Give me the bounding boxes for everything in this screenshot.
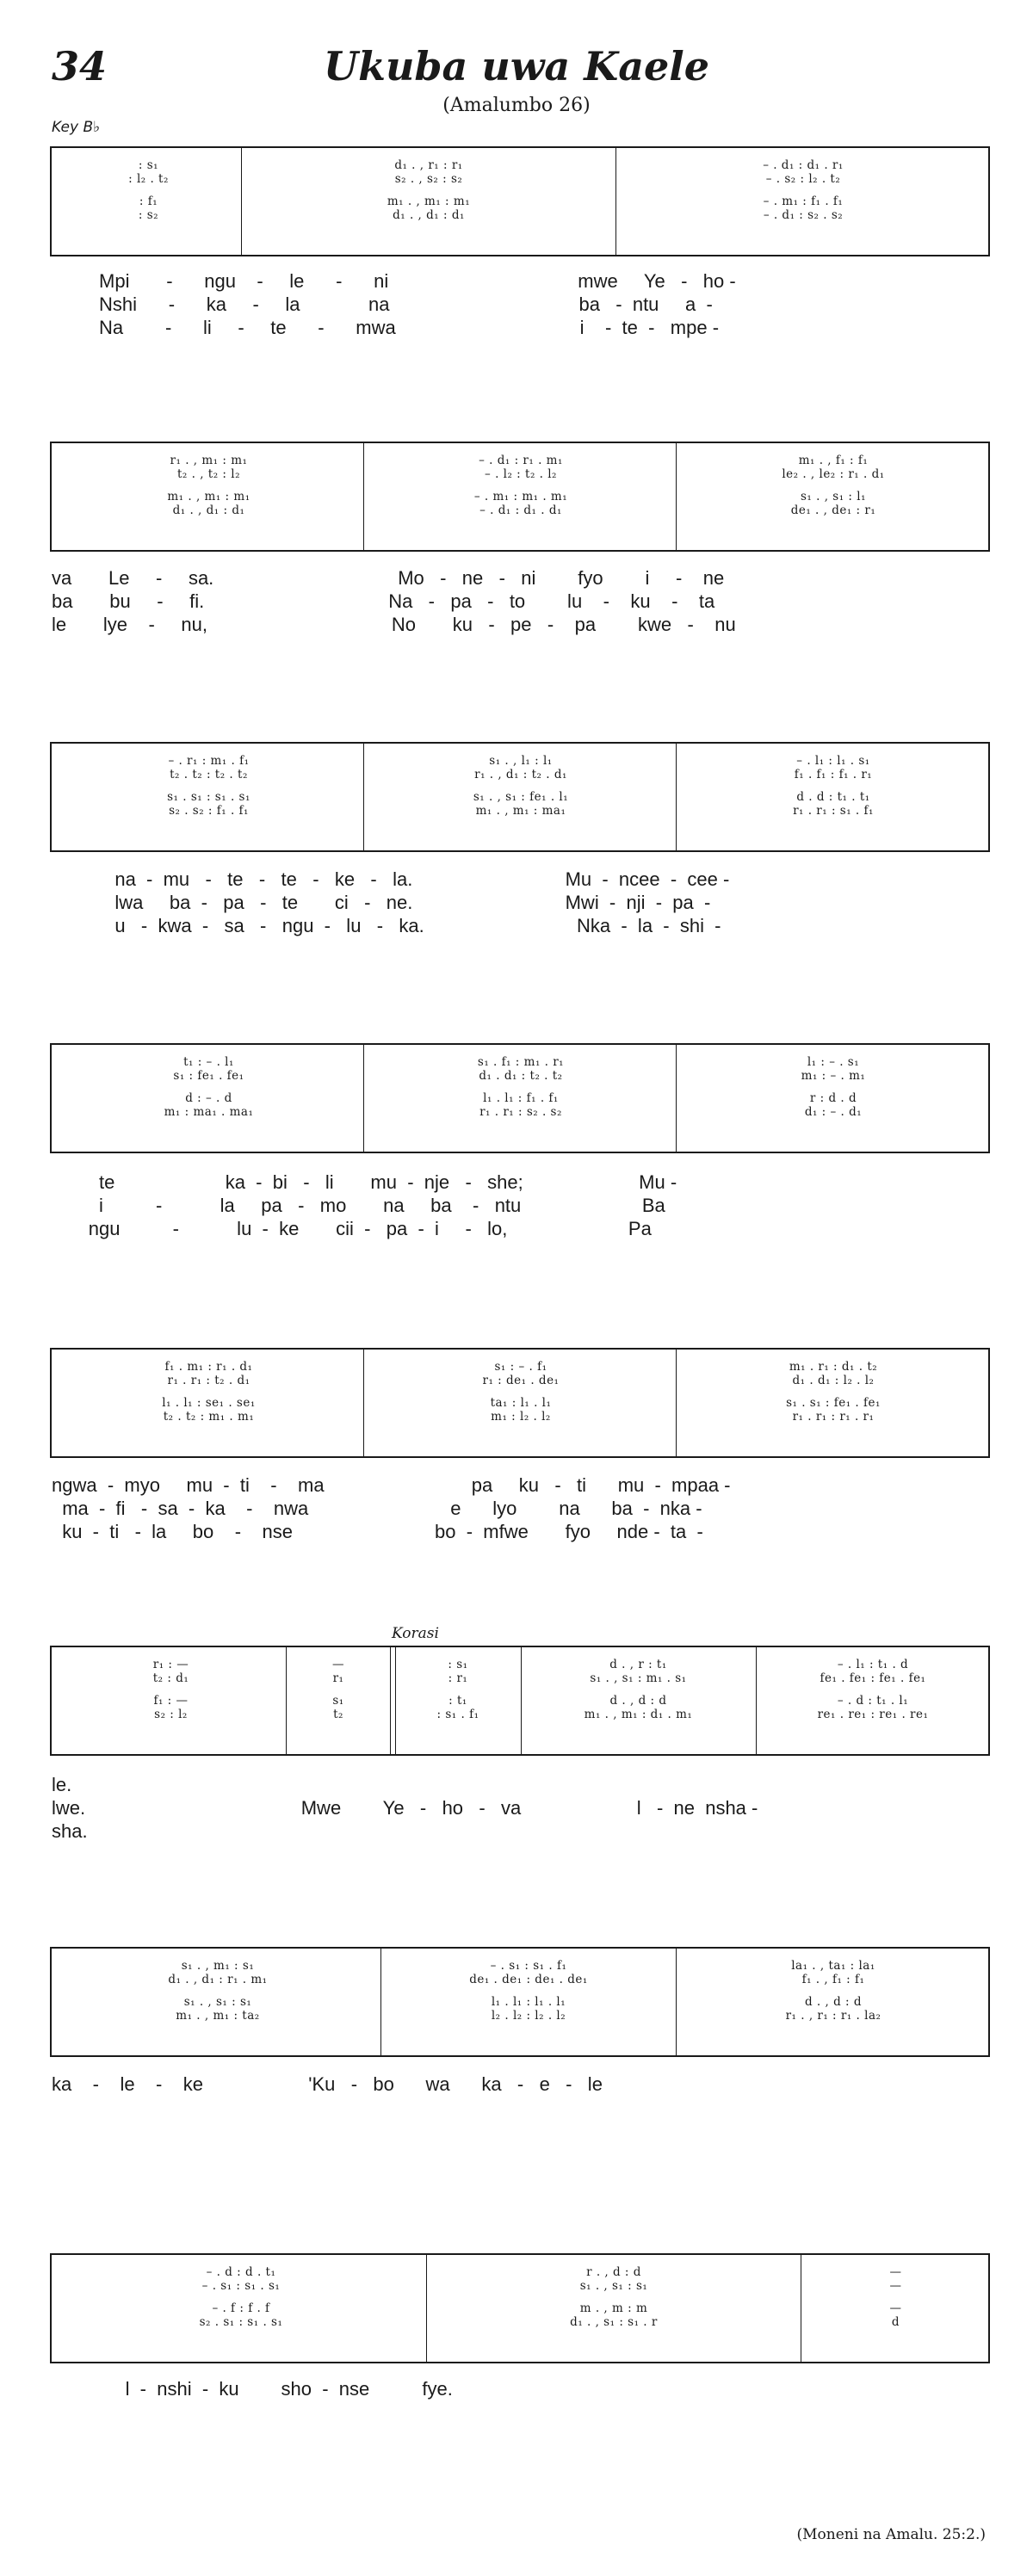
- lyric-line: Mpi - ngu - le - ni mwe Ye - ho -: [52, 270, 736, 292]
- soprano-line: r₁ : —: [152, 1658, 189, 1671]
- bass-line: – . d₁ : s₂ . s₂: [763, 208, 844, 222]
- lyrics-system-3: [52, 868, 990, 937]
- lyric-line: ma - fi - sa - ka - nwa e lyo na ba - nka -: [52, 1498, 702, 1519]
- soprano-line: s₁ . , m₁ : s₁: [181, 1959, 255, 1973]
- lyric-line: le.: [52, 1774, 72, 1795]
- tenor-line: s₁: [332, 1694, 344, 1708]
- lyrics-system-7: [52, 2073, 990, 2096]
- alto-line: – . l₂ : t₂ . l₂: [485, 467, 557, 481]
- bass-line: m₁ . , m₁ : ma₁: [475, 804, 566, 818]
- bass-line: : s₂: [138, 208, 159, 222]
- measure: [291, 1658, 386, 1721]
- tenor-line: s₁ . , s₁ : fe₁ . l₁: [473, 790, 569, 804]
- tenor-line: d . , d : d: [609, 1694, 667, 1708]
- lyrics-system-6: [52, 1773, 990, 1843]
- measure: [807, 2265, 984, 2329]
- soprano-line: f₁ . m₁ : r₁ . d₁: [164, 1360, 253, 1374]
- score-system-3: [50, 742, 990, 852]
- barline: [363, 1350, 364, 1456]
- soprano-line: – . d₁ : d₁ . r₁: [763, 158, 844, 172]
- bass-line: m₁ . , m₁ : ta₂: [176, 2009, 260, 2023]
- bass-line: s₂ . s₁ : s₁ . s₁: [199, 2315, 283, 2329]
- alto-line: le₂ . , le₂ : r₁ . d₁: [782, 467, 885, 481]
- soprano-line: r . , d : d: [586, 2265, 641, 2279]
- soprano-line: l₁ : – . s₁: [807, 1055, 860, 1069]
- bass-line: t₂: [333, 1708, 343, 1721]
- tenor-line: f₁ : —: [153, 1694, 189, 1708]
- tenor-line: s₁ . s₁ : s₁ . s₁: [167, 790, 251, 804]
- key-signature: Key B♭: [52, 119, 101, 136]
- lyric-line: na - mu - te - te - ke - la. Mu - ncee - cee -: [52, 868, 730, 890]
- measure: [248, 158, 609, 222]
- soprano-line: —: [332, 1658, 344, 1671]
- lyric-line: ngwa - myo mu - ti - ma pa ku - ti mu - mpaa -: [52, 1474, 731, 1496]
- tenor-line: – . m₁ : f₁ . f₁: [763, 195, 844, 208]
- alto-line: s₂ . , s₂ : s₂: [394, 172, 463, 186]
- barline: [380, 1949, 381, 2055]
- soprano-line: – . s₁ : s₁ . f₁: [490, 1959, 567, 1973]
- alto-line: s₁ . , s₁ : s₁: [579, 2279, 648, 2293]
- page-title: Ukuba uwa Kaele: [323, 43, 710, 90]
- soprano-line: la₁ . , ta₁ : la₁: [791, 1959, 875, 1973]
- soprano-line: r₁ . , m₁ : m₁: [170, 454, 248, 467]
- measure: [760, 1658, 986, 1721]
- tenor-line: m . , m : m: [579, 2301, 648, 2315]
- lyrics-system-8: [52, 2377, 990, 2400]
- barline: [676, 1045, 677, 1152]
- lyric-line: le lye - nu, No ku - pe - pa kwe - nu: [52, 614, 736, 635]
- bass-line: de₁ . , de₁ : r₁: [790, 503, 876, 517]
- section-label-korasi: Korasi: [392, 1625, 439, 1642]
- barline: [521, 1647, 522, 1754]
- scripture-reference: (Moneni na Amalu. 25:2.): [796, 2526, 986, 2543]
- lyric-line: lwa ba - pa - te ci - ne. Mwi - nji - pa -: [52, 892, 711, 913]
- alto-line: – . s₁ : s₁ . s₁: [201, 2279, 281, 2293]
- measure: [370, 1360, 671, 1424]
- soprano-line: – . l₁ : t₁ . d: [837, 1658, 909, 1671]
- tenor-line: : t₁: [448, 1694, 467, 1708]
- lyrics-system-5: [52, 1473, 990, 1543]
- alto-line: s₁ . , s₁ : m₁ . s₁: [590, 1671, 687, 1685]
- bass-line: m₁ : ma₁ . ma₁: [164, 1105, 254, 1119]
- measure: [370, 754, 671, 818]
- bass-line: d₁ . , d₁ : d₁: [172, 503, 245, 517]
- barline: [676, 744, 677, 850]
- alto-line: r₁ : de₁ . de₁: [482, 1374, 560, 1387]
- alto-line: t₂ : d₁: [152, 1671, 189, 1685]
- bass-line: s₂ : l₂: [154, 1708, 188, 1721]
- soprano-line: m₁ . , f₁ : f₁: [798, 454, 869, 467]
- tenor-line: ta₁ : l₁ . l₁: [490, 1396, 552, 1410]
- bass-line: d: [891, 2315, 900, 2329]
- barline: [676, 443, 677, 550]
- soprano-line: m₁ . r₁ : d₁ . t₂: [789, 1360, 878, 1374]
- tenor-line: d . , d : d: [804, 1995, 862, 2009]
- soprano-line: s₁ : – . f₁: [494, 1360, 547, 1374]
- score-system-4: [50, 1043, 990, 1153]
- tenor-line: d : – . d: [185, 1091, 232, 1105]
- alto-line: s₁ : fe₁ . fe₁: [173, 1069, 244, 1083]
- bass-line: d₁ . , s₁ : s₁ . r: [570, 2315, 658, 2329]
- alto-line: t₂ . , t₂ : l₂: [177, 467, 240, 481]
- tenor-line: : f₁: [139, 195, 158, 208]
- lyrics-system-1: [52, 269, 990, 339]
- soprano-line: d . , r : t₁: [609, 1658, 667, 1671]
- lyric-line: Nshi - ka - la na ba - ntu a -: [52, 293, 713, 315]
- soprano-line: t₁ : – . l₁: [183, 1055, 234, 1069]
- double-barline: [390, 1647, 396, 1754]
- barline: [286, 1647, 287, 1754]
- lyric-line: Na - li - te - mwa i - te - mpe -: [52, 317, 720, 338]
- lyric-line: i - la pa - mo na ba - ntu Ba: [52, 1195, 665, 1216]
- measure: [399, 1658, 517, 1721]
- score-system-6: [50, 1646, 990, 1756]
- bass-line: l₂ . l₂ : l₂ . l₂: [491, 2009, 566, 2023]
- tenor-line: l₁ . l₁ : f₁ . f₁: [483, 1091, 559, 1105]
- measure: [525, 1658, 752, 1721]
- lyric-line: u - kwa - sa - ngu - lu - ka. Nka - la - shi -: [52, 915, 721, 936]
- measure: [386, 1959, 671, 2023]
- tenor-line: m₁ . , m₁ : m₁: [387, 195, 471, 208]
- measure: [370, 1055, 671, 1119]
- tenor-line: —: [889, 2301, 902, 2315]
- barline: [426, 2255, 427, 2362]
- bass-line: r₁ . r₁ : s₂ . s₂: [479, 1105, 562, 1119]
- soprano-line: —: [889, 2265, 902, 2279]
- tenor-line: – . f : f . f: [212, 2301, 270, 2315]
- lyric-line: ka - le - ke 'Ku - bo wa ka - e - le: [52, 2073, 603, 2095]
- barline: [241, 148, 242, 255]
- alto-line: d₁ . d₁ : l₂ . l₂: [792, 1374, 875, 1387]
- bass-line: r₁ . , r₁ : r₁ . la₂: [785, 2009, 881, 2023]
- page-number: 34: [52, 43, 108, 90]
- bass-line: : s₁ . f₁: [436, 1708, 479, 1721]
- barline: [615, 148, 616, 255]
- lyric-line: te ka - bi - li mu - nje - she; Mu -: [52, 1171, 677, 1193]
- alto-line: fe₁ . fe₁ : fe₁ . fe₁: [820, 1671, 926, 1685]
- alto-line: —: [889, 2279, 902, 2293]
- measure: [683, 1959, 984, 2023]
- barline: [676, 1949, 677, 2055]
- soprano-line: d₁ . , r₁ : r₁: [394, 158, 463, 172]
- measure: [60, 1055, 357, 1119]
- soprano-line: – . r₁ : m₁ . f₁: [168, 754, 250, 768]
- lyric-line: ku - ti - la bo - nse bo - mfwe fyo nde - ta -: [52, 1521, 703, 1542]
- subtitle: (Amalumbo 26): [442, 95, 591, 116]
- score-system-8: [50, 2253, 990, 2363]
- measure: [60, 1360, 357, 1424]
- lyrics-system-2: [52, 566, 990, 636]
- soprano-line: s₁ . f₁ : m₁ . r₁: [477, 1055, 565, 1069]
- bass-line: re₁ . re₁ : re₁ . re₁: [817, 1708, 929, 1721]
- barline: [363, 744, 364, 850]
- alto-line: f₁ . f₁ : f₁ . r₁: [794, 768, 873, 781]
- score-system-7: [50, 1947, 990, 2057]
- alto-line: – . s₂ : l₂ . t₂: [765, 172, 841, 186]
- tenor-line: s₁ . s₁ : fe₁ . fe₁: [786, 1396, 881, 1410]
- measure: [683, 454, 984, 517]
- soprano-line: – . d : d . t₁: [206, 2265, 276, 2279]
- bass-line: m₁ . , m₁ : d₁ . m₁: [584, 1708, 693, 1721]
- bass-line: d₁ : – . d₁: [804, 1105, 863, 1119]
- barline: [756, 1647, 757, 1754]
- bass-line: d₁ . , d₁ : d₁: [393, 208, 465, 222]
- alto-line: d₁ . , d₁ : r₁ . m₁: [168, 1973, 268, 1986]
- tenor-line: r : d . d: [809, 1091, 857, 1105]
- measure: [683, 754, 984, 818]
- lyric-line: lwe. Mwe Ye - ho - va l - ne nsha -: [52, 1797, 758, 1819]
- measure: [433, 2265, 795, 2329]
- tenor-line: s₁ . , s₁ : s₁: [183, 1995, 252, 2009]
- tenor-line: d . d : t₁ . t₁: [796, 790, 870, 804]
- barline: [676, 1350, 677, 1456]
- measure: [683, 1055, 984, 1119]
- measure: [622, 158, 984, 222]
- barline: [363, 1045, 364, 1152]
- tenor-line: s₁ . , s₁ : l₁: [801, 490, 866, 503]
- alto-line: m₁ : – . m₁: [801, 1069, 866, 1083]
- alto-line: r₁ . , d₁ : t₂ . d₁: [474, 768, 567, 781]
- soprano-line: – . l₁ : l₁ . s₁: [796, 754, 870, 768]
- tenor-line: m₁ . , m₁ : m₁: [167, 490, 251, 503]
- score-system-2: [50, 442, 990, 552]
- soprano-line: : s₁: [138, 158, 159, 172]
- tenor-line: – . d : t₁ . l₁: [837, 1694, 909, 1708]
- measure: [60, 1658, 281, 1721]
- lyrics-system-4: [52, 1171, 990, 1240]
- alto-line: t₂ . t₂ : t₂ . t₂: [170, 768, 248, 781]
- alto-line: r₁: [332, 1671, 344, 1685]
- bass-line: t₂ . t₂ : m₁ . m₁: [163, 1410, 255, 1424]
- alto-line: f₁ . , f₁ : f₁: [801, 1973, 865, 1986]
- measure: [60, 454, 357, 517]
- measure: [60, 1959, 375, 2023]
- measure: [60, 158, 237, 222]
- tenor-line: – . m₁ : m₁ . m₁: [473, 490, 568, 503]
- soprano-line: s₁ . , l₁ : l₁: [489, 754, 553, 768]
- tenor-line: l₁ . l₁ : l₁ . l₁: [491, 1995, 566, 2009]
- measure: [60, 754, 357, 818]
- alto-line: de₁ . de₁ : de₁ . de₁: [469, 1973, 588, 1986]
- bass-line: r₁ . r₁ : s₁ . f₁: [793, 804, 874, 818]
- soprano-line: – . d₁ : r₁ . m₁: [479, 454, 563, 467]
- bass-line: – . d₁ : d₁ . d₁: [479, 503, 562, 517]
- bass-line: s₂ . s₂ : f₁ . f₁: [169, 804, 249, 818]
- soprano-line: : s₁: [448, 1658, 468, 1671]
- alto-line: d₁ . d₁ : t₂ . t₂: [479, 1069, 563, 1083]
- lyric-line: sha.: [52, 1820, 88, 1842]
- measure: [60, 2265, 422, 2329]
- tenor-line: l₁ . l₁ : se₁ . se₁: [162, 1396, 256, 1410]
- score-system-1: [50, 146, 990, 256]
- bass-line: r₁ . r₁ : r₁ . r₁: [792, 1410, 875, 1424]
- score-system-5: [50, 1348, 990, 1458]
- alto-line: : r₁: [448, 1671, 468, 1685]
- measure: [683, 1360, 984, 1424]
- lyric-line: ngu - lu - ke cii - pa - i - lo, Pa: [52, 1218, 652, 1239]
- measure: [370, 454, 671, 517]
- barline: [363, 443, 364, 550]
- alto-line: r₁ . r₁ : t₂ . d₁: [167, 1374, 251, 1387]
- alto-line: : l₂ . t₂: [128, 172, 169, 186]
- lyric-line: ba bu - fi. Na - pa - to lu - ku - ta: [52, 590, 715, 612]
- lyric-line: va Le - sa. Mo - ne - ni fyo i - ne: [52, 567, 725, 589]
- bass-line: m₁ : l₂ . l₂: [491, 1410, 551, 1424]
- lyric-line: l - nshi - ku sho - nse fye.: [52, 2378, 453, 2400]
